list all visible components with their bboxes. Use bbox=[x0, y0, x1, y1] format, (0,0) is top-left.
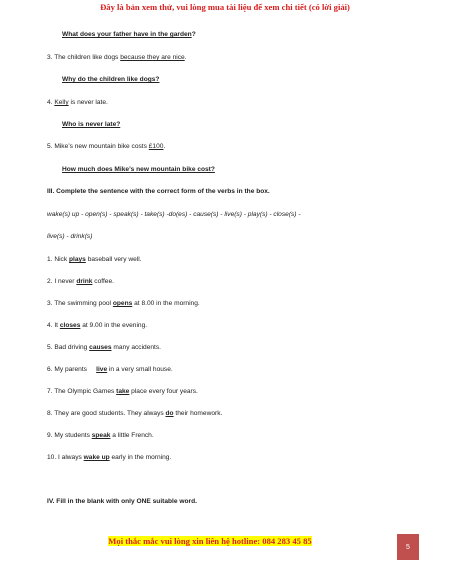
section-4-heading: IV. Fill in the blank with only ONE suitable word. bbox=[47, 498, 197, 505]
preview-notice-banner: Đây là bản xem thử, vui lòng mua tài liệu để xem chi tiết (có lời giải) bbox=[100, 2, 350, 12]
item-4: 4. Kelly is never late. bbox=[47, 99, 108, 106]
answer-8: 8. They are good students. They always do their homework. bbox=[47, 410, 223, 417]
answer-6: 6. My parents live in a very small house. bbox=[47, 366, 173, 373]
section-3-heading: III. Complete the sentence with the correct form of the verbs in the box. bbox=[47, 188, 270, 195]
hotline-banner bbox=[0, 536, 420, 546]
answer-5: 5. Bad driving causes many accidents. bbox=[47, 344, 162, 351]
answer-word: wake up bbox=[83, 454, 110, 461]
answer-2: 2. I never drink coffee. bbox=[47, 278, 114, 285]
hotline-text: Mọi thắc mắc vui lòng xin liên hệ hotline: 084 283 45 85 bbox=[108, 536, 312, 546]
answer-word: opens bbox=[112, 300, 133, 307]
answer-1: 1. Nick plays baseball very well. bbox=[47, 256, 142, 263]
answer-10: 10. I always wake up early in the morning. bbox=[47, 454, 172, 461]
question-bike-cost: How much does Mike’s new mountain bike cost? bbox=[62, 166, 215, 173]
question-never-late: Who is never late? bbox=[62, 121, 121, 128]
answer-9: 9. My students speak a little French. bbox=[47, 432, 154, 439]
item-3: 3. The children like dogs because they are nice. bbox=[47, 54, 187, 61]
answer-word: take bbox=[116, 388, 130, 395]
answer-word: causes bbox=[89, 344, 112, 351]
answer-word: closes bbox=[59, 322, 81, 329]
verb-box-line-2: live(s) - drink(s) bbox=[47, 233, 93, 240]
answer-word: live bbox=[96, 366, 108, 373]
answer-word: speak bbox=[91, 432, 111, 439]
answer-7: 7. The Olympic Games take place every four years. bbox=[47, 388, 198, 395]
verb-box-line-1: wake(s) up - open(s) - speak(s) - take(s) -do(es) - cause(s) - live(s) - play(s) - close(s) - bbox=[47, 211, 301, 218]
answer-word: plays bbox=[68, 256, 86, 263]
answer-word: drink bbox=[76, 278, 93, 285]
answer-4: 4. It closes at 9.00 in the evening. bbox=[47, 322, 148, 329]
question-children-dogs: Why do the children like dogs? bbox=[62, 76, 160, 83]
item-5: 5. Mike’s new mountain bike costs £100. bbox=[47, 143, 166, 150]
question-father-garden: What does your father have in the garden? bbox=[62, 31, 196, 38]
answer-word: do bbox=[165, 410, 174, 417]
page-number-badge: 5 bbox=[397, 534, 419, 560]
answer-3: 3. The swimming pool opens at 8.00 in the morning. bbox=[47, 300, 200, 307]
